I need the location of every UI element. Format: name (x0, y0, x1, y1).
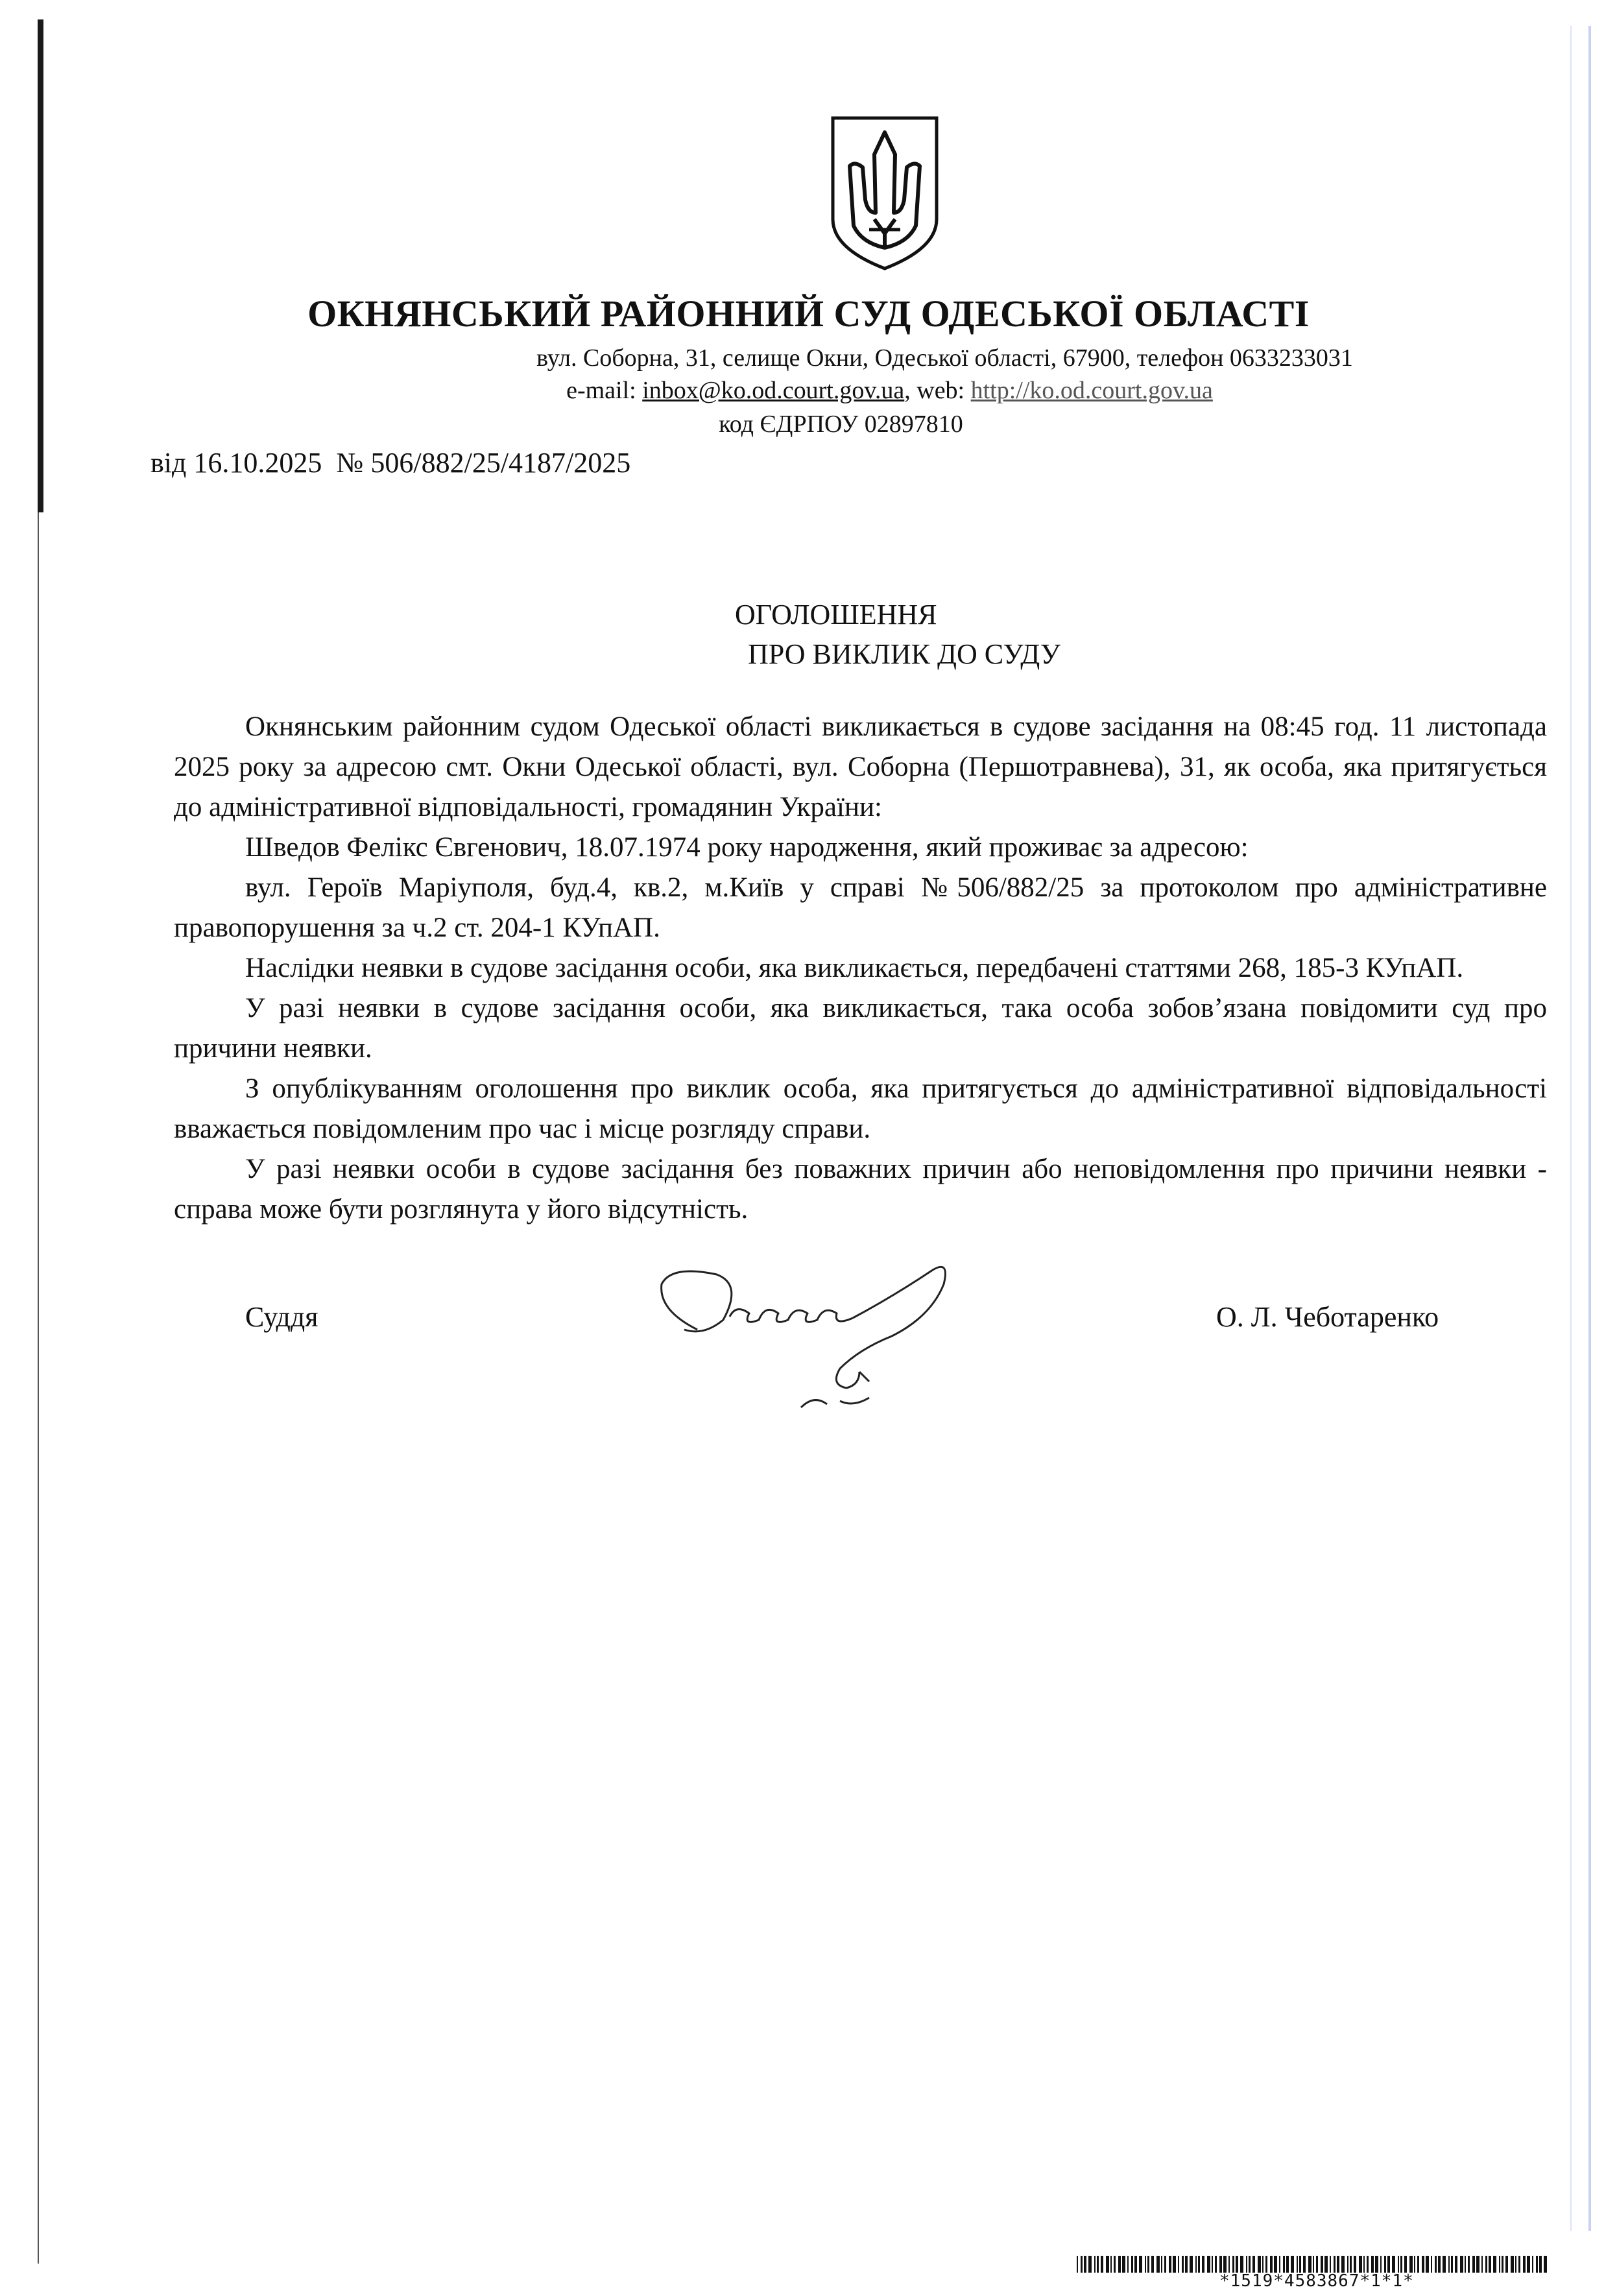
barcode-bar (1387, 2256, 1390, 2273)
barcode-bar (1422, 2256, 1424, 2273)
barcode-bar (1481, 2256, 1483, 2273)
barcode-bar (1139, 2256, 1142, 2273)
barcode-bar (1485, 2256, 1487, 2273)
barcode-bar (1297, 2256, 1298, 2273)
barcode-bar (1532, 2256, 1533, 2273)
barcode-bar (1511, 2256, 1514, 2273)
barcode-bar (1417, 2256, 1419, 2273)
barcode-bar (1265, 2256, 1267, 2273)
barcode-bar (1431, 2256, 1432, 2273)
paragraph: Окнянським районним судом Одеської області викликається в судове засідання на 08:45 год. 11 листопада 2025 року за адресою смт. Окни Одеської області, вул. Соборна (Першотравнева), 31, як особа, яка притягується до адміністративної відповідальності, громадянин України: (174, 712, 1547, 822)
barcode-bar (1324, 2256, 1328, 2273)
barcode-bar (1414, 2256, 1415, 2273)
document-reference (150, 446, 645, 479)
barcode-bar (1341, 2256, 1345, 2273)
document-title: ОГОЛОШЕННЯ (735, 599, 937, 630)
barcode-bar (1164, 2256, 1166, 2273)
barcode-bar (1145, 2256, 1146, 2273)
barcode-bar (1409, 2256, 1413, 2273)
signature-mark (645, 1258, 1035, 1420)
barcode-bar (1084, 2256, 1086, 2273)
court-address: вул. Соборна, 31, селище Окни, Одеської області, 67900, телефон 0633233031 (536, 344, 1353, 372)
barcode-bar (1232, 2256, 1234, 2273)
document-date: від 16.10.2025 (150, 447, 322, 479)
barcode-bar (1536, 2256, 1538, 2273)
barcode-bar (1321, 2256, 1323, 2273)
barcode-bar (1367, 2256, 1369, 2273)
barcode-bar (1283, 2256, 1285, 2273)
document-number: № 506/882/25/4187/2025 (336, 447, 631, 479)
barcode-bar (1493, 2256, 1496, 2273)
barcode-bar (1502, 2256, 1503, 2273)
barcode-bar (1435, 2256, 1437, 2273)
barcode-bar (1443, 2256, 1446, 2273)
barcode-bar (1291, 2256, 1294, 2273)
barcode-bar (1122, 2256, 1125, 2273)
barcode-bar (1426, 2256, 1429, 2273)
barcode-bar (1400, 2256, 1402, 2273)
barcode-bar (1156, 2256, 1160, 2273)
barcode-bar (1303, 2256, 1306, 2273)
barcode-bar (1384, 2256, 1386, 2273)
barcode-bar (1515, 2256, 1516, 2273)
barcode-bar (1460, 2256, 1463, 2273)
web-link[interactable]: http://ko.od.court.gov.ua (970, 377, 1213, 404)
barcode-bar (1097, 2256, 1099, 2273)
barcode-bar (1147, 2256, 1149, 2273)
barcode-bar (1161, 2256, 1162, 2273)
barcode-bar (1380, 2256, 1382, 2273)
barcode-bar (1468, 2256, 1470, 2273)
barcode-bar (1173, 2256, 1176, 2273)
judge-name: О. Л. Чеботаренко (1216, 1301, 1439, 1333)
barcode-bar (1505, 2256, 1508, 2273)
paragraph: вул. Героїв Маріуполя, буд.4, кв.2, м.Київ у справі №506/882/25 за протоколом про адміністративне правопорушення за ч.2 ст. 204-1 КУпАП. (174, 872, 1547, 943)
barcode-bar (1499, 2256, 1500, 2273)
barcode-bar (1240, 2256, 1243, 2273)
barcode-bar (1151, 2256, 1154, 2273)
barcode-bar (1228, 2256, 1230, 2273)
barcode-bar (1489, 2256, 1491, 2273)
barcode-bar (1101, 2256, 1103, 2273)
scan-edge-left-line (38, 512, 39, 2264)
barcode-bar (1195, 2256, 1197, 2273)
barcode-bar (1371, 2256, 1374, 2273)
barcode-bar (1094, 2256, 1096, 2273)
barcode-bar (1363, 2256, 1365, 2273)
barcode-bar (1077, 2256, 1078, 2273)
barcode-bar (1169, 2256, 1171, 2273)
barcode-bar (1258, 2256, 1261, 2273)
barcode-bar (1274, 2256, 1277, 2273)
barcode-bar (1330, 2256, 1331, 2273)
barcode-bar (1448, 2256, 1450, 2273)
barcode-bar (1215, 2256, 1217, 2273)
barcode-bar (1451, 2256, 1453, 2273)
barcode-bar (1404, 2256, 1407, 2273)
barcode-bar (1539, 2256, 1542, 2273)
barcode-bar (1185, 2256, 1188, 2273)
web-label: , web: (904, 377, 971, 404)
paragraph: У разі неявки в судове засідання особи, яка викликається, така особа зобов’язана повідомити суд про причини неявки. (174, 993, 1547, 1064)
barcode-bar (1212, 2256, 1213, 2273)
barcode-bar (1182, 2256, 1184, 2273)
barcode-bar (1081, 2256, 1083, 2273)
court-name: ОКНЯНСЬКИЙ РАЙОННИЙ СУД ОДЕСЬКОЇ ОБЛАСТІ (307, 293, 1310, 335)
barcode-bar (1202, 2256, 1204, 2273)
barcode-bar (1354, 2256, 1356, 2273)
barcode-bar (1308, 2256, 1312, 2273)
barcode-bar (1334, 2256, 1336, 2273)
barcode-bar (1375, 2256, 1378, 2273)
email-link[interactable]: inbox@ko.od.court.gov.ua (642, 377, 905, 404)
barcode-bar (1190, 2256, 1193, 2273)
document-body (174, 707, 1547, 1230)
court-contacts (0, 376, 1617, 405)
barcode-bar (1207, 2256, 1210, 2273)
edrpou-code: код ЄДРПОУ 02897810 (719, 411, 963, 438)
barcode-bar (1476, 2256, 1479, 2273)
paragraph: У разі неявки особи в судове засідання без поважних причин або неповідомлення про причини неявки - справа може бути розглянута у його відсутність. (174, 1154, 1547, 1225)
barcode-bar (1313, 2256, 1314, 2273)
barcode-bar (1347, 2256, 1348, 2273)
barcode-bar (1106, 2256, 1109, 2273)
barcode-bar (1286, 2256, 1289, 2273)
barcode-bar (1337, 2256, 1339, 2273)
document-subtitle: ПРО ВИКЛИК ДО СУДУ (748, 638, 1060, 670)
barcode-bar (1262, 2256, 1264, 2273)
barcode-bar (1392, 2256, 1395, 2273)
barcode-bar (1518, 2256, 1520, 2273)
barcode-bar (1472, 2256, 1475, 2273)
scan-edge-left (38, 19, 43, 512)
barcode-bar (1316, 2256, 1318, 2273)
barcode-bar (1270, 2256, 1273, 2273)
barcode-bar (1088, 2256, 1092, 2273)
barcode-bar (1252, 2256, 1255, 2273)
barcode-bar (1527, 2256, 1530, 2273)
barcode-bar (1178, 2256, 1179, 2273)
barcode-bar (1544, 2256, 1547, 2273)
barcode-bar (1127, 2256, 1129, 2273)
barcode-bar (1455, 2256, 1457, 2273)
judge-label: Суддя (245, 1301, 318, 1333)
barcode-bar (1198, 2256, 1200, 2273)
barcode-bar (1249, 2256, 1251, 2273)
barcode-bar (1438, 2256, 1441, 2273)
barcode-bar (1350, 2256, 1352, 2273)
paragraph: З опублікуванням оголошення про виклик особа, яка притягується до адміністративної відповідальності вважається повідомленим про час і місце розгляду справи. (174, 1073, 1547, 1144)
paragraph: Наслідки неявки в судове засідання особи, яка викликається, передбачені статтями 268, 185-3 КУпАП. (245, 953, 1464, 983)
barcode-bar (1223, 2256, 1227, 2273)
barcode-mark (1077, 2256, 1550, 2273)
barcode-bar (1118, 2256, 1121, 2273)
barcode-text: *1519*4583867*1*1* (1219, 2271, 1414, 2291)
email-label: e-mail: (566, 377, 643, 404)
barcode-bar (1299, 2256, 1301, 2273)
barcode-bar (1131, 2256, 1133, 2273)
coat-of-arms-icon (829, 115, 940, 271)
barcode-bar (1219, 2256, 1222, 2273)
barcode-bar (1114, 2256, 1116, 2273)
paragraph: Шведов Фелікс Євгенович, 18.07.1974 року народження, який проживає за адресою: (245, 832, 1249, 863)
barcode-bar (1134, 2256, 1137, 2273)
barcode-bar (1359, 2256, 1362, 2273)
barcode-bar (1465, 2256, 1466, 2273)
barcode-bar (1398, 2256, 1399, 2273)
barcode-bar (1523, 2256, 1526, 2273)
barcode-bar (1279, 2256, 1280, 2273)
barcode-bar (1110, 2256, 1112, 2273)
barcode-bar (1246, 2256, 1247, 2273)
barcode-bar (1236, 2256, 1238, 2273)
